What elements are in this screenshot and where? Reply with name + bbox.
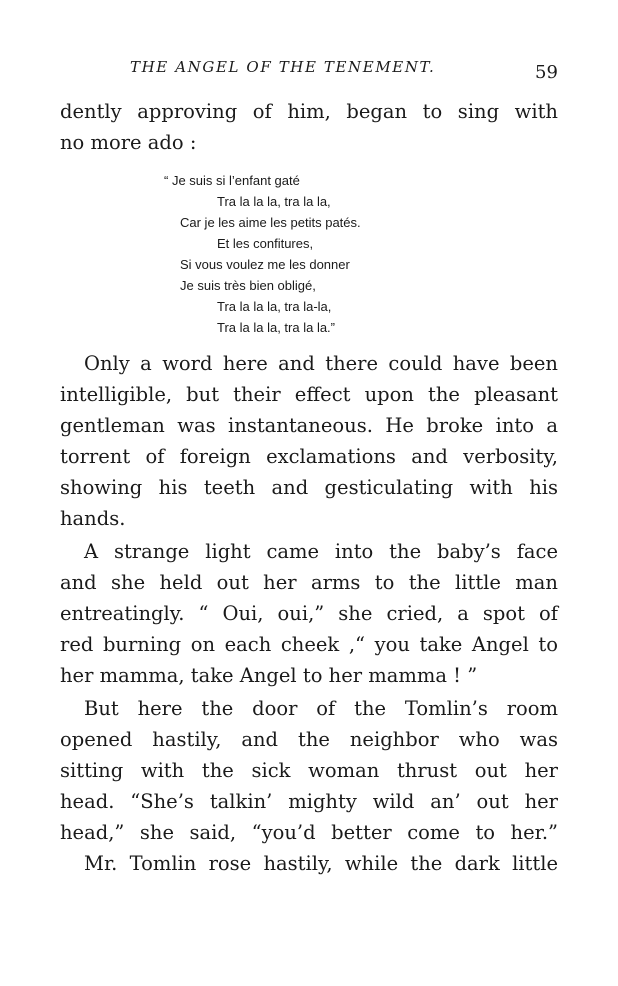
song-line: Car je les aime les petits patés. <box>180 215 361 230</box>
text-line: showing his teeth and gesticulating with his <box>60 476 558 499</box>
song-line: Tra la la la, tra la la.” <box>217 320 336 335</box>
text-line: hands. <box>60 507 126 530</box>
text-line: gentleman was instantaneous. He broke into a <box>60 414 558 437</box>
song-line: Je suis très bien obligé, <box>180 278 316 293</box>
text-line: torrent of foreign exclamations and verbosity, <box>60 445 558 468</box>
text-line: and she held out her arms to the little man <box>60 571 558 594</box>
text-line: red burning on each cheek ,“ you take Angel to <box>60 633 558 656</box>
text-line: opened hastily, and the neighbor who was <box>60 728 558 751</box>
text-line: intelligible, but their effect upon the pleasant <box>60 383 558 406</box>
text-line: dently approving of him, began to sing with <box>60 100 558 123</box>
text-line: head,” she said, “you’d better come to her.” <box>60 821 558 844</box>
text-line: her mamma, take Angel to her mamma ! ” <box>60 664 478 687</box>
running-title: THE ANGEL OF THE TENEMENT. <box>130 58 436 76</box>
text-line: But here the door of the Tomlin’s room <box>84 697 558 720</box>
text-line: sitting with the sick woman thrust out her <box>60 759 558 782</box>
text-line: Mr. Tomlin rose hastily, while the dark little <box>84 852 558 875</box>
song-line: Tra la la la, tra la la, <box>217 194 331 209</box>
song-line: Si vous voulez me les donner <box>180 257 350 272</box>
page-number: 59 <box>535 62 558 83</box>
song-line: Tra la la la, tra la-la, <box>217 299 332 314</box>
text-line: no more ado : <box>60 131 197 154</box>
song-line: “ Je suis si l’enfant gaté <box>164 173 300 188</box>
text-line: Only a word here and there could have been <box>84 352 558 375</box>
text-line: head. “She’s talkin’ mighty wild an’ out her <box>60 790 558 813</box>
song-line: Et les confitures, <box>217 236 314 251</box>
text-line: A strange light came into the baby’s face <box>84 540 558 563</box>
text-line: entreatingly. “ Oui, oui,” she cried, a spot of <box>60 602 558 625</box>
